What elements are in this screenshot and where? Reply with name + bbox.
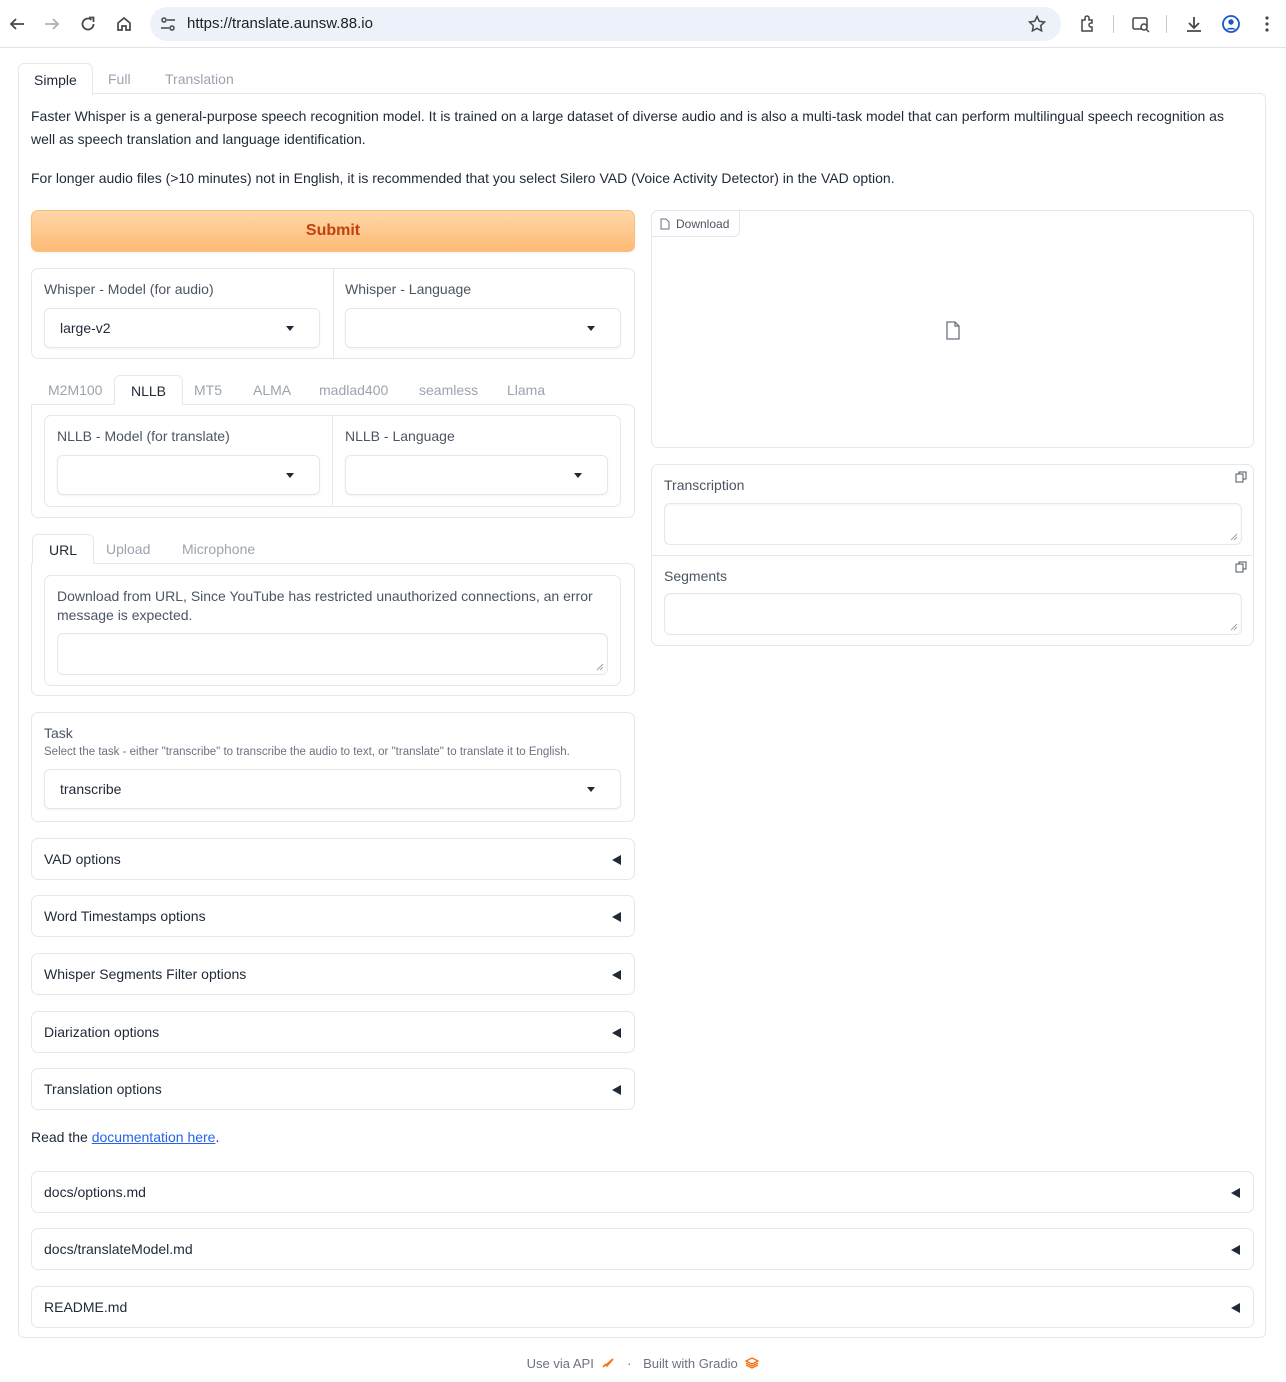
chevron-down-icon [286, 326, 294, 331]
chevron-down-icon [574, 473, 582, 478]
diarization-accordion[interactable] [31, 1011, 635, 1053]
tab-url[interactable]: URL [32, 534, 94, 564]
text-output-block [651, 464, 1254, 646]
download-icon[interactable] [1182, 12, 1206, 36]
segments-filter-accordion[interactable] [31, 953, 635, 995]
transcription-label: Transcription [664, 477, 745, 493]
back-icon[interactable] [5, 12, 29, 36]
segments-label: Segments [664, 568, 728, 584]
whisper-model-label: Whisper - Model (for audio) [44, 281, 214, 297]
accordion-title: Word Timestamps options [44, 908, 206, 924]
tab-llama[interactable]: Llama [507, 382, 546, 398]
intro-paragraph: Faster Whisper is a general-purpose speech recognition model. It is trained on a large dataset of diverse audio and is also a multi-task model that can perform multilingual speech recognition as well as speech translation and language identification. [31, 108, 1224, 147]
toolbar-divider [1166, 15, 1167, 33]
segments-textbox[interactable] [664, 593, 1242, 635]
footer-separator: · [627, 1356, 632, 1371]
file-icon [660, 218, 670, 230]
accordion-title: README.md [44, 1299, 128, 1315]
home-icon[interactable] [112, 12, 136, 36]
menu-kebab-icon[interactable] [1255, 12, 1279, 36]
use-via-api-link[interactable]: Use via API [526, 1356, 594, 1371]
tab-seamless[interactable]: seamless [419, 382, 479, 398]
accordion-title: docs/options.md [44, 1184, 146, 1200]
transcription-textbox[interactable] [664, 503, 1242, 545]
translation-options-accordion[interactable] [31, 1068, 635, 1110]
tab-upload[interactable]: Upload [106, 541, 151, 557]
copy-icon[interactable] [1235, 471, 1247, 483]
accordion-title: Diarization options [44, 1024, 160, 1040]
collapse-arrow-icon [1231, 1303, 1240, 1313]
tab-simple[interactable]: Simple [18, 63, 93, 95]
whisper-language-dropdown[interactable] [345, 308, 621, 348]
column-divider [333, 269, 334, 358]
simple-tab-panel [18, 93, 1266, 1338]
tab-translation[interactable]: Translation [150, 63, 249, 94]
collapse-arrow-icon [612, 970, 621, 980]
download-label [652, 211, 740, 237]
task-dropdown[interactable] [44, 769, 621, 809]
tab-microphone[interactable]: Microphone [182, 541, 256, 557]
bookmark-star-icon[interactable] [1027, 14, 1047, 34]
readme-accordion[interactable] [31, 1286, 1254, 1328]
resize-handle-icon[interactable] [1230, 623, 1238, 631]
url-text[interactable]: https://translate.aunsw.88.io [187, 15, 373, 32]
profile-icon[interactable] [1219, 12, 1243, 36]
tab-m2m100[interactable]: M2M100 [48, 382, 103, 398]
vad-options-accordion[interactable] [31, 838, 635, 880]
task-info: Select the task - either "transcribe" to transcribe the audio to text, or "translate" to translate it to English. [44, 746, 570, 758]
address-bar[interactable] [150, 7, 1061, 41]
reload-icon[interactable] [76, 12, 100, 36]
nllb-language-label: NLLB - Language [345, 428, 455, 444]
resize-handle-icon[interactable] [1230, 533, 1238, 541]
task-block [31, 712, 635, 822]
whisper-model-value: large-v2 [60, 320, 111, 336]
copy-icon[interactable] [1235, 561, 1247, 573]
collapse-arrow-icon [612, 855, 621, 865]
docs-translate-model-accordion[interactable] [31, 1228, 1254, 1270]
nllb-model-label: NLLB - Model (for translate) [57, 428, 230, 444]
footer [0, 1356, 1286, 1371]
accordion-title: docs/translateModel.md [44, 1241, 193, 1257]
collapse-arrow-icon [612, 1085, 621, 1095]
divider [652, 555, 1253, 556]
resize-handle-icon[interactable] [596, 663, 604, 671]
forward-icon[interactable] [40, 12, 64, 36]
docs-options-accordion[interactable] [31, 1171, 1254, 1213]
built-with-gradio-link[interactable]: Built with Gradio [643, 1356, 738, 1371]
chevron-down-icon [587, 787, 595, 792]
url-tab-panel [31, 563, 635, 696]
gradio-app [18, 63, 1266, 1338]
whisper-model-dropdown[interactable] [44, 308, 320, 348]
nllb-tab-panel [31, 404, 635, 518]
nllb-settings-row [44, 415, 621, 507]
extensions-icon[interactable] [1076, 12, 1100, 36]
documentation-link[interactable]: documentation here [91, 1129, 216, 1145]
accordion-title: VAD options [44, 851, 121, 867]
word-timestamps-accordion[interactable] [31, 895, 635, 937]
task-value: transcribe [60, 781, 122, 797]
tab-full[interactable]: Full [93, 63, 146, 94]
chevron-down-icon [587, 326, 595, 331]
chevron-down-icon [286, 473, 294, 478]
empty-file-icon [945, 321, 961, 340]
submit-button[interactable]: Submit [31, 210, 635, 252]
column-divider [332, 416, 333, 506]
accordion-title: Translation options [44, 1081, 162, 1097]
tab-madlad400[interactable]: madlad400 [319, 382, 389, 398]
task-label: Task [44, 725, 73, 741]
doc-note-prefix: Read the [31, 1129, 92, 1145]
doc-note-suffix: . [215, 1129, 220, 1145]
documentation-note [31, 1129, 219, 1145]
nllb-language-dropdown[interactable] [345, 455, 608, 495]
site-info-icon[interactable] [159, 15, 177, 33]
collapse-arrow-icon [612, 1028, 621, 1038]
url-input-block [44, 575, 621, 686]
whisper-language-label: Whisper - Language [345, 281, 472, 297]
tab-search-icon[interactable] [1129, 12, 1153, 36]
whisper-settings-row [31, 268, 635, 359]
collapse-arrow-icon [1231, 1188, 1240, 1198]
toolbar-divider [1113, 15, 1114, 33]
collapse-arrow-icon [1231, 1245, 1240, 1255]
tab-alma[interactable]: ALMA [253, 382, 292, 398]
accordion-title: Whisper Segments Filter options [44, 966, 247, 982]
browser-toolbar [0, 0, 1286, 48]
url-input-label: Download from URL, Since YouTube has restricted unauthorized connections, an error message is expected. [57, 588, 593, 623]
download-label-text: Download [676, 216, 730, 231]
tab-mt5[interactable]: MT5 [194, 382, 222, 398]
nllb-model-dropdown[interactable] [57, 455, 320, 495]
gradio-logo-icon [745, 1357, 759, 1369]
intro-note: For longer audio files (>10 minutes) not in English, it is recommended that you select Silero VAD (Voice Activity Detector) in the VAD option. [31, 170, 895, 186]
url-input[interactable] [57, 633, 608, 675]
tab-nllb[interactable]: NLLB [114, 375, 183, 405]
collapse-arrow-icon [612, 912, 621, 922]
file-output-block [651, 210, 1254, 448]
rocket-icon [601, 1357, 615, 1369]
